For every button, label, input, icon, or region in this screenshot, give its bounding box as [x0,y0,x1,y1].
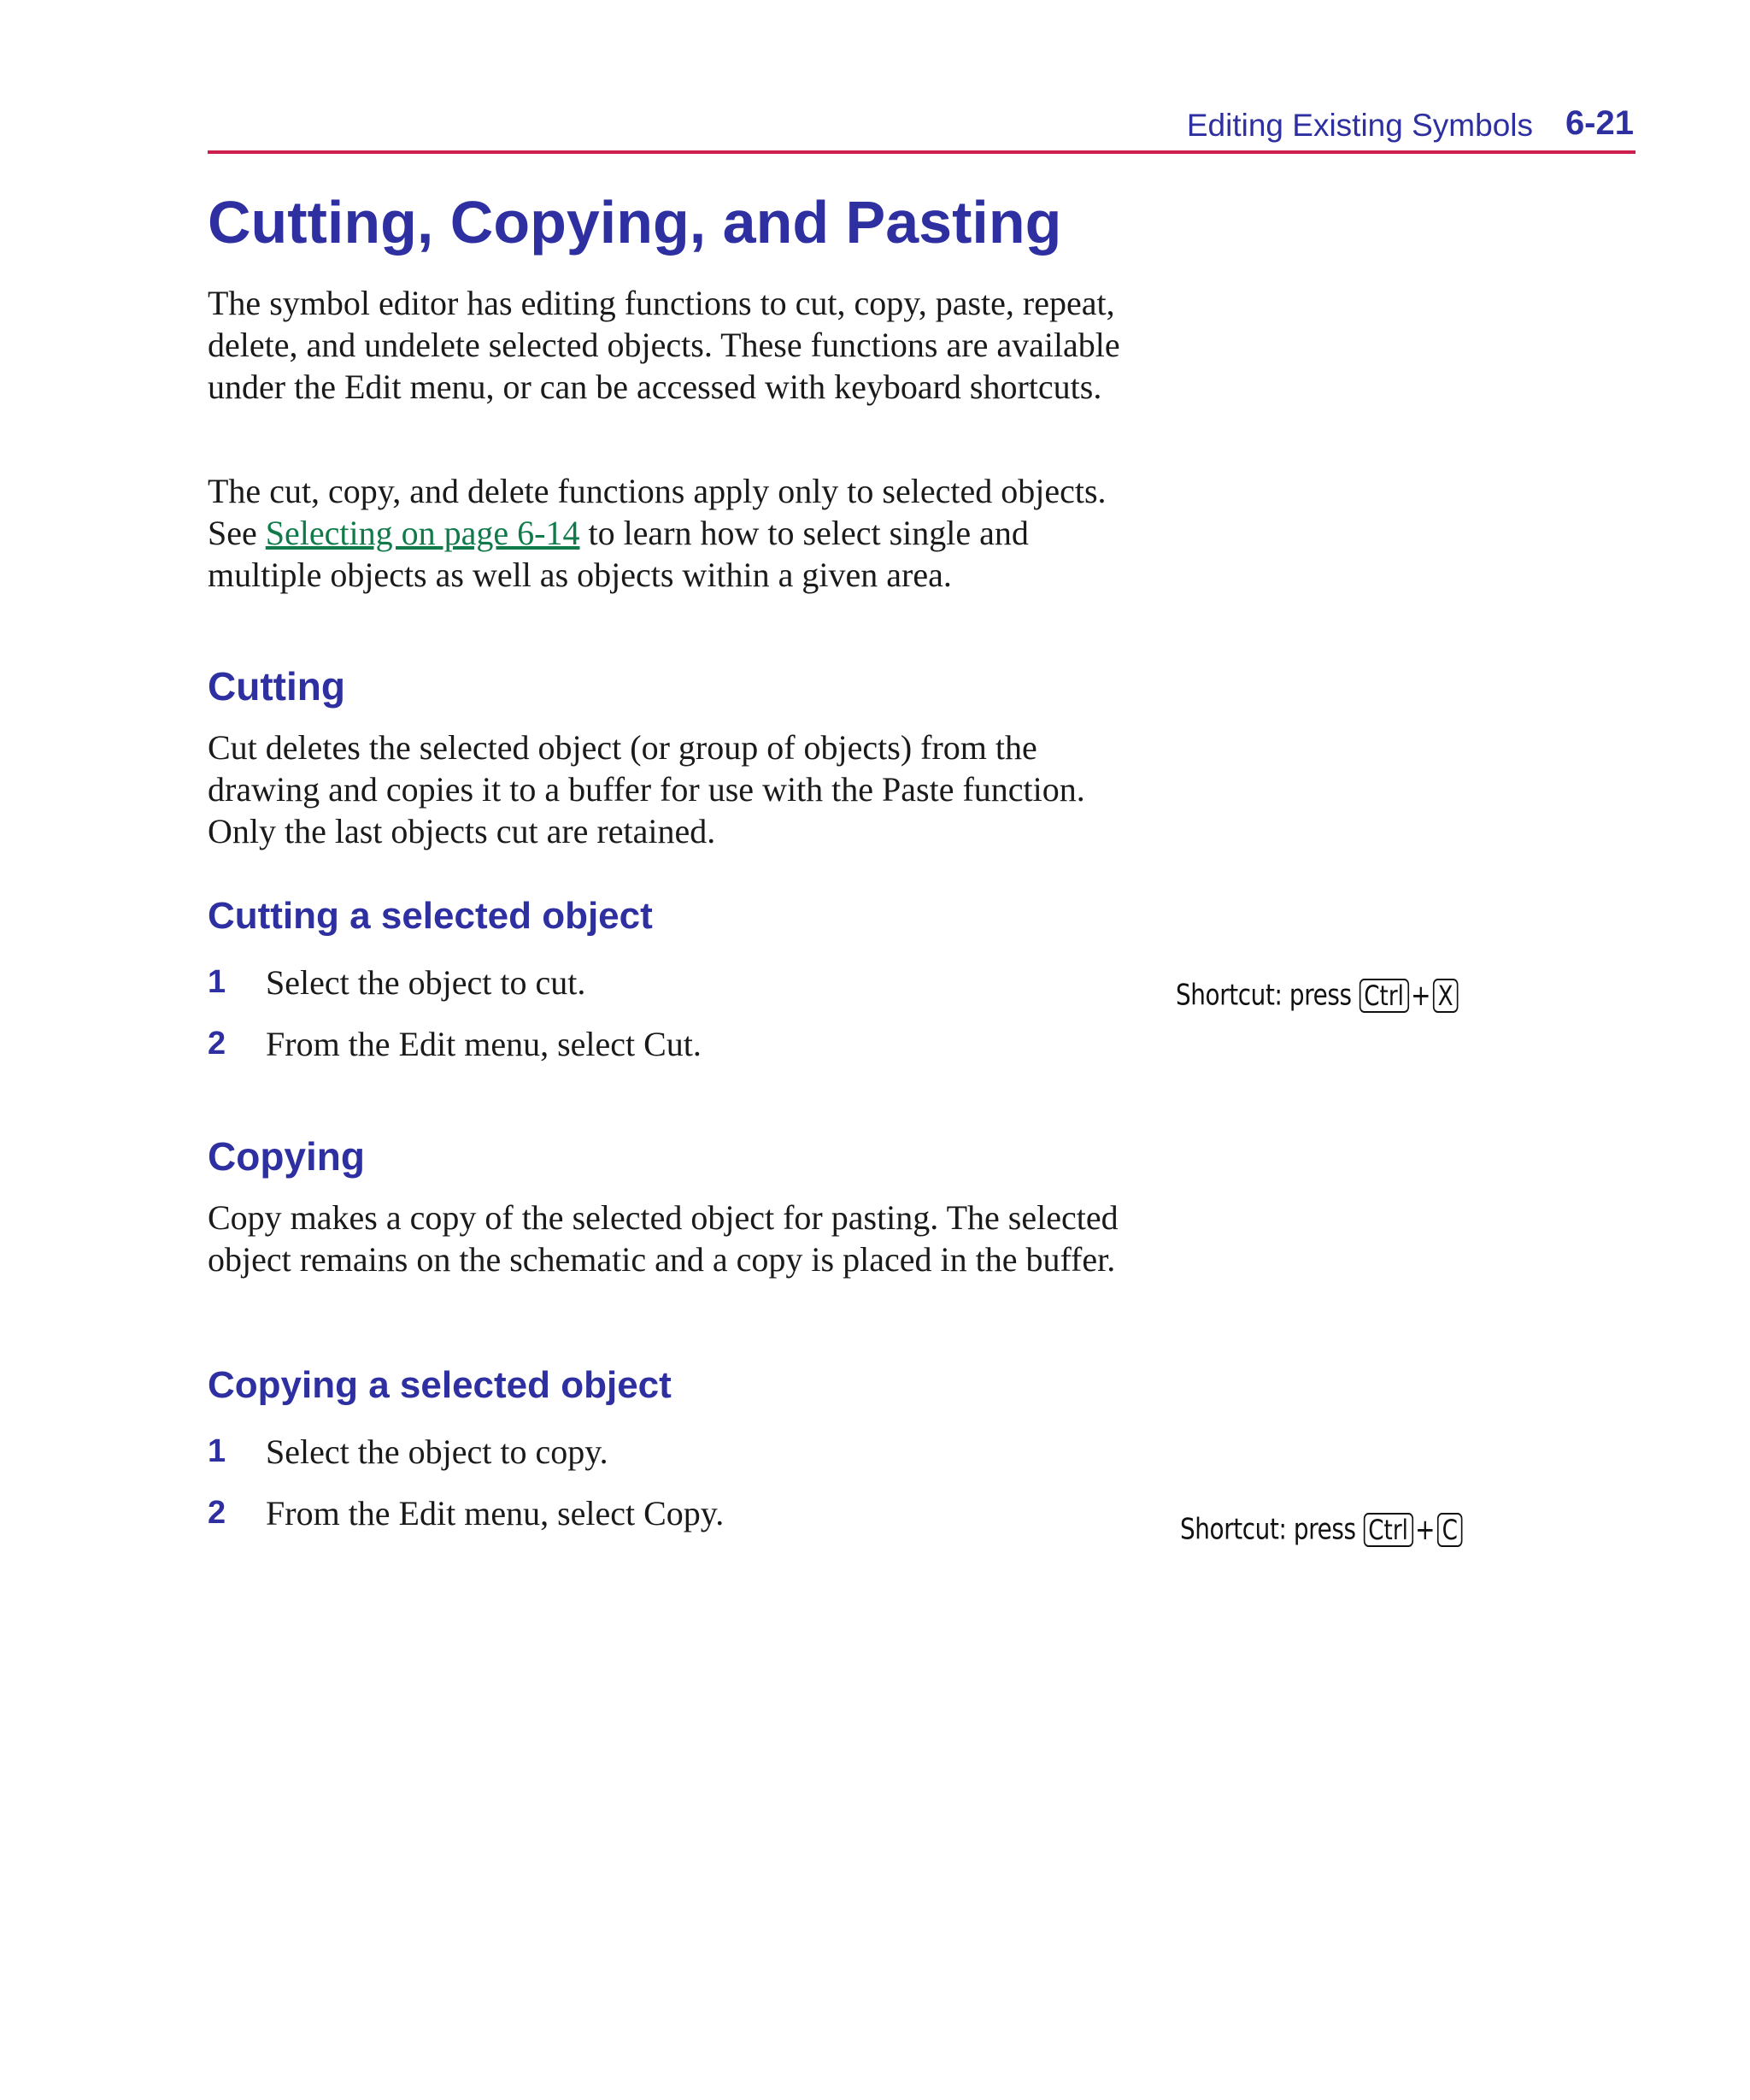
cutting-heading: Cutting [208,664,345,709]
cutting-procedure-heading: Cutting a selected object [208,895,653,937]
copying-paragraph: Copy makes a copy of the selected object for pasting. The selected object remains on the schematic and a copy is placed in the buffer. [208,1198,1119,1279]
step-text: From the Edit menu, select Copy. [266,1494,725,1532]
copy-shortcut-note [1180,1511,1463,1554]
plus-sign: + [1411,978,1431,1013]
shortcut-label: Shortcut: press [1176,978,1352,1013]
cutting-paragraph: Cut deletes the selected object (or group of objects) from the drawing and copies it to a buffer for use with the Paste function. Only the last objects cut are retained. [208,728,1085,850]
running-header [208,101,1635,152]
cut-shortcut-note [1176,977,1458,1020]
header-section-title: Editing Existing Symbols [1186,108,1533,143]
step-text: From the Edit menu, select Cut. [266,1025,702,1063]
copying-procedure-heading: Copying a selected object [208,1364,672,1406]
shortcut-label: Shortcut: press [1180,1512,1356,1547]
intro-paragraph-2 [208,470,1130,596]
c-key: C [1437,1513,1463,1547]
step-number: 1 [208,1433,226,1469]
plus-sign: + [1415,1512,1436,1547]
ctrl-key: Ctrl [1363,1513,1412,1547]
step-number: 1 [208,964,226,1000]
step-text: Select the object to cut. [266,963,586,1002]
step-number: 2 [208,1495,226,1531]
ctrl-key: Ctrl [1359,979,1408,1013]
intro-paragraph-1: The symbol editor has editing functions to cut, copy, paste, repeat, delete, and undelete selected objects. These functions are available under the Edit menu, or can be accessed with keyboard shortcuts. [208,284,1120,406]
page-title: Cutting, Copying, and Pasting [208,189,1062,256]
step-text: Select the object to copy. [266,1432,608,1471]
intro-paragraph-2-lead: The cut, copy, and delete functions apply only to selected objects. See [208,472,1107,552]
step-number: 2 [208,1026,226,1062]
intro-paragraph-2-tail: to learn how to select single and multiple objects as well as objects within a given area. [208,514,1029,594]
header-page-number: 6-21 [1565,104,1634,142]
copying-heading: Copying [208,1134,365,1179]
header-rule [208,150,1635,154]
x-key: X [1433,979,1458,1013]
selecting-link[interactable]: Selecting on page 6-14 [265,514,580,552]
